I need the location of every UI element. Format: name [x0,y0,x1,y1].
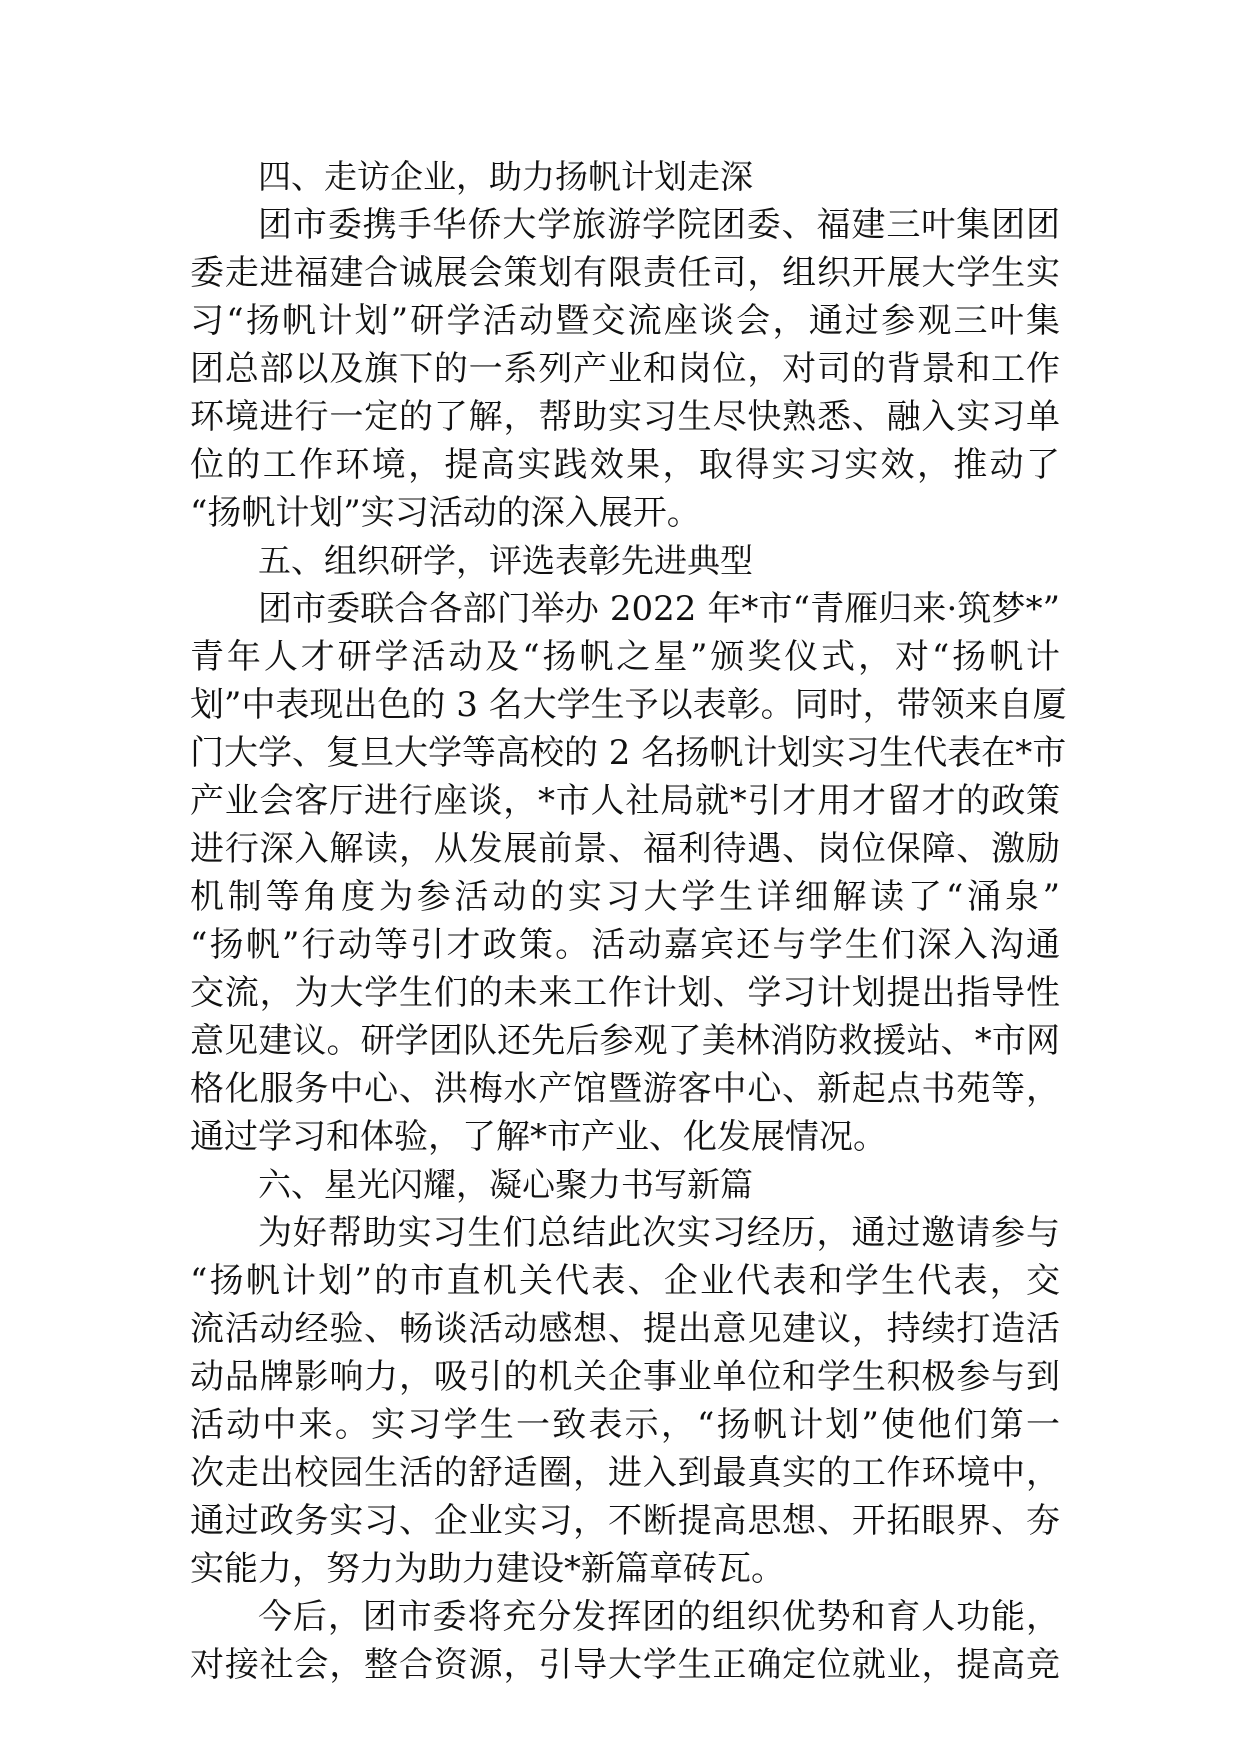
paragraph-line: 动品牌影响力，吸引的机关企事业单位和学生积极参与到 [190,1357,1060,1397]
paragraph-line: “扬帆计划”的市直机关代表、企业代表和学生代表，交 [190,1261,1060,1301]
paragraph-line: 交流，为大学生们的未来工作计划、学习计划提出指导性 [190,973,1060,1013]
paragraph-line: 进行深入解读，从发展前景、福利待遇、岗位保障、激励 [190,829,1060,869]
paragraph-line: 格化服务中心、洪梅水产馆暨游客中心、新起点书苑等， [190,1069,1060,1109]
paragraph-line: 对接社会，整合资源，引导大学生正确定位就业，提高竞 [190,1645,1060,1685]
section-heading-6: 六、星光闪耀，凝心聚力书写新篇 [258,1165,753,1204]
paragraph-line: 青年人才研学活动及“扬帆之星”颁奖仪式，对“扬帆计 [190,637,1060,677]
paragraph-line: 今后，团市委将充分发挥团的组织优势和育人功能， [258,1597,1060,1637]
paragraph-line: 实能力，努力为助力建设*新篇章砖瓦。 [190,1549,785,1589]
paragraph-line: 习“扬帆计划”研学活动暨交流座谈会，通过参观三叶集 [190,301,1060,341]
paragraph-line: “扬帆”行动等引才政策。活动嘉宾还与学生们深入沟通 [190,925,1060,965]
paragraph-line: 通过学习和体验，了解*市产业、化发展情况。 [190,1117,887,1157]
paragraph-line: 流活动经验、畅谈活动感想、提出意见建议，持续打造活 [190,1309,1060,1349]
paragraph-line: 环境进行一定的了解，帮助实习生尽快熟悉、融入实习单 [190,397,1060,437]
paragraph-line: 划”中表现出色的 3 名大学生予以表彰。同时，带领来自厦 [190,685,1067,725]
paragraph-line: 机制等角度为参活动的实习大学生详细解读了“涌泉” [190,877,1060,917]
paragraph-line: “扬帆计划”实习活动的深入展开。 [190,493,701,533]
paragraph-line: 为好帮助实习生们总结此次实习经历，通过邀请参与 [258,1213,1060,1253]
paragraph-line: 活动中来。实习学生一致表示，“扬帆计划”使他们第一 [190,1405,1060,1445]
paragraph-line: 产业会客厅进行座谈，*市人社局就*引才用才留才的政策 [190,781,1060,821]
section-heading-4: 四、走访企业，助力扬帆计划走深 [258,157,753,196]
paragraph-line: 次走出校园生活的舒适圈，进入到最真实的工作环境中， [190,1453,1060,1493]
paragraph-line: 位的工作环境，提高实践效果，取得实习实效，推动了 [190,445,1060,485]
section-heading-5: 五、组织研学，评选表彰先进典型 [258,541,753,580]
paragraph-line: 团市委携手华侨大学旅游学院团委、福建三叶集团团 [258,205,1060,245]
paragraph-line: 团市委联合各部门举办 2022 年*市“青雁归来·筑梦*” [258,589,1060,629]
paragraph-line: 团总部以及旗下的一系列产业和岗位，对司的背景和工作 [190,349,1060,389]
paragraph-line: 门大学、复旦大学等高校的 2 名扬帆计划实习生代表在*市 [190,733,1067,773]
paragraph-line: 委走进福建合诚展会策划有限责任司，组织开展大学生实 [190,253,1060,293]
paragraph-line: 意见建议。研学团队还先后参观了美林消防救援站、*市网 [190,1021,1060,1061]
paragraph-line: 通过政务实习、企业实习，不断提高思想、开拓眼界、夯 [190,1501,1060,1541]
